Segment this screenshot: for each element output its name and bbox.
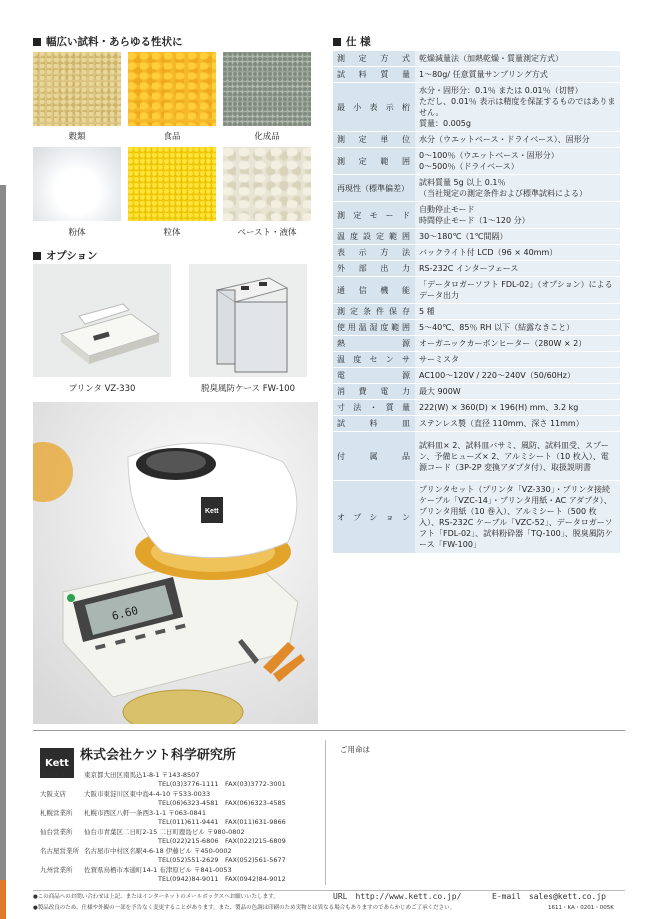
office-phone: TEL(052)551-2629 FAX(052)561-5677: [158, 856, 286, 864]
square-bullet-icon: [333, 38, 341, 46]
divider: [33, 890, 625, 891]
sample-caption: 穀類: [68, 132, 86, 142]
spec-row: [333, 352, 620, 368]
hero-brand-logo: Kett: [205, 508, 219, 515]
spec-value: 0～100％（ウエットベース・固形分） 0～500％（ドライベース）: [415, 148, 620, 175]
spec-key: 最小表示桁: [333, 83, 415, 132]
spec-key: 電源: [333, 368, 415, 384]
spec-value: 試料質量 5g 以上 0.1％ （当社規定の測定条件および標準試料による）: [415, 175, 620, 202]
spec-row: [333, 277, 620, 304]
company-name: 株式会社ケツト科学研究所: [80, 748, 236, 763]
footer-email-link[interactable]: E-mail sales@kett.co.jp: [492, 892, 606, 901]
spec-heading: 仕 様: [333, 34, 371, 49]
office-name: 九州営業所: [40, 866, 73, 874]
office-address: 仙台市青葉区二日町2-15 二日町鹿島ビル 〒980-0802: [84, 828, 245, 836]
office-phone: TEL(03)3776-1111 FAX(03)3772-3001: [158, 780, 286, 788]
dealer-label: ご用命は: [340, 745, 370, 754]
office-entry: [40, 866, 320, 885]
samples-heading: 幅広い試料・あらゆる性状に: [33, 34, 183, 49]
spec-key: 外部出力: [333, 261, 415, 277]
moisture-analyzer-hero-image: [33, 402, 318, 724]
spec-table-wrap: [333, 51, 620, 554]
spec-table: [333, 51, 620, 554]
square-bullet-icon: [33, 252, 41, 260]
office-phone: TEL(0942)84-9011 FAX(0942)84-9012: [158, 875, 286, 883]
spec-value: 5～40℃、85％ RH 以下（結露なきこと）: [415, 320, 620, 336]
spec-value: 1～80g/ 任意質量サンプリング方式: [415, 67, 620, 83]
spec-value: サーミスタ: [415, 352, 620, 368]
office-name: 仙台営業所: [40, 828, 73, 836]
spec-key: 測定方式: [333, 51, 415, 67]
office-name: 大阪支店: [40, 790, 66, 798]
spec-value: プリンタセット（プリンタ「VZ-330」・プリンタ接続ケーブル「VZC-14」・プリンタ用紙・AC アダプタ）、プリンタ用紙（10 巻入）、アルミシート（500 枚入）、RS-232C ケーブル「VZC-52」、データロガーソフト「FDL-02」、試料粉砕器「TQ-100」、脱臭風防ケース「FW-100」: [415, 481, 620, 554]
office-list: [40, 771, 320, 885]
office-address: 佐賀県鳥栖市本通町14-1 布津原ビル 〒841-0053: [84, 866, 232, 874]
company-logo: Kett: [40, 748, 74, 778]
option-caption: 脱臭風防ケース FW-100: [200, 384, 296, 394]
sample-image-food: [128, 52, 216, 126]
office-address: 大阪市東淀川区東中島4-4-10 〒533-0033: [84, 790, 211, 798]
spec-value: 自動停止モード 時間停止モード（1～120 分）: [415, 202, 620, 229]
spec-key: 測定モード: [333, 202, 415, 229]
spec-value: 水分（ウエットベース・ドライベース）、固形分: [415, 132, 620, 148]
spec-value: 222(W) × 360(D) × 196(H) mm、3.2 kg: [415, 400, 620, 416]
square-bullet-icon: [33, 38, 41, 46]
spec-value: バックライト付 LCD（96 × 40mm）: [415, 245, 620, 261]
sample-caption: ペースト・液体: [237, 228, 297, 238]
sample-image-paste: [223, 147, 311, 221]
spec-row: [333, 320, 620, 336]
spec-row: [333, 245, 620, 261]
footer-note-inquiry: ●この商品へのお問い合わせは上記、またはインターネットのメールボックスへお願いいたします。: [33, 894, 279, 900]
spec-row: [333, 51, 620, 67]
spec-value: 5 種: [415, 304, 620, 320]
spec-value: RS-232C インターフェース: [415, 261, 620, 277]
sample-image-chemical: [223, 52, 311, 126]
spec-row: [333, 481, 620, 554]
option-caption: プリンタ VZ-330: [68, 384, 136, 394]
office-entry: [40, 809, 320, 828]
spec-key: 測定条件保存: [333, 304, 415, 320]
spec-value: 乾燥減量法（加熱乾燥・質量測定方式）: [415, 51, 620, 67]
divider: [33, 730, 625, 731]
spec-key: オプション: [333, 481, 415, 554]
spec-value: 水分・固形分：0.1％ または 0.01％（切替） ただし、0.01％ 表示は精度を保証するものではありません。 質量：0.005g: [415, 83, 620, 132]
spec-value: オーガニックカーボンヒーター（280W × 2）: [415, 336, 620, 352]
sample-caption: 化成品: [254, 132, 280, 142]
spec-row: [333, 400, 620, 416]
side-accent-bar-orange: [0, 880, 6, 919]
spec-row: [333, 202, 620, 229]
sample-image-granule: [128, 147, 216, 221]
office-address: 札幌市西区八軒一条西3-1-1 〒063-0841: [84, 809, 206, 817]
office-entry: [40, 771, 320, 790]
spec-value: 試料皿× 2、試料皿バサミ、風防、試料皿受、スプーン、予備ヒューズ× 2、アルミシート（10 枚入）、電源コード（3P-2P 変換アダプタ付）、取扱説明書: [415, 432, 620, 481]
spec-row: [333, 67, 620, 83]
spec-row: [333, 261, 620, 277]
spec-row: [333, 132, 620, 148]
office-name: 名古屋営業所: [40, 847, 79, 855]
spec-key: 温度センサ: [333, 352, 415, 368]
printer-image: [33, 264, 171, 377]
spec-row: [333, 416, 620, 432]
sample-caption: 食品: [163, 132, 181, 142]
office-phone: TEL(022)215-6806 FAX(022)215-6809: [158, 837, 286, 845]
office-name: 東京本社: [40, 771, 66, 779]
office-address: 名古屋市中村区名駅4-6-18 伊藤ビル 〒450-0002: [84, 847, 232, 855]
spec-value: 30～180℃（1℃間隔）: [415, 229, 620, 245]
footer-note-change: ●製品改良のため、仕様や外観の一部を予告なく変更することがあります。また、製品の色調は印刷のため実物とは異なる場合もありますのであらかじめご了承ください。: [33, 905, 456, 911]
spec-value: 最大 900W: [415, 384, 620, 400]
sample-image-powder: [33, 147, 121, 221]
spec-key: 再現性（標準偏差）: [333, 175, 415, 202]
office-phone: TEL(06)6323-4581 FAX(06)6323-4585: [158, 799, 286, 807]
spec-key: 熱源: [333, 336, 415, 352]
office-address: 東京都大田区南馬込1-8-1 〒143-8507: [84, 771, 200, 779]
spec-key: 測定単位: [333, 132, 415, 148]
footer-url-link[interactable]: URL http://www.kett.co.jp/: [333, 892, 462, 901]
spec-key: 温度設定範囲: [333, 229, 415, 245]
spec-row: [333, 229, 620, 245]
spec-row: [333, 304, 620, 320]
office-name: 札幌営業所: [40, 809, 73, 817]
spec-row: [333, 336, 620, 352]
options-heading: オプション: [33, 248, 98, 263]
sample-caption: 粉体: [68, 228, 86, 238]
office-phone: TEL(011)611-9441 FAX(011)631-9866: [158, 818, 286, 826]
footer-code: 1611・KA・0201・005K: [548, 905, 614, 911]
spec-row: [333, 368, 620, 384]
spec-value: 「データロガーソフト FDL-02」（オプション）によるデータ出力: [415, 277, 620, 304]
spec-key: 使用温湿度範囲: [333, 320, 415, 336]
office-entry: [40, 790, 320, 809]
spec-key: 試料皿: [333, 416, 415, 432]
spec-row: [333, 384, 620, 400]
spec-key: 消費電力: [333, 384, 415, 400]
divider: [325, 740, 326, 885]
spec-key: 寸法・質量: [333, 400, 415, 416]
spec-row: [333, 432, 620, 481]
spec-key: 試料質量: [333, 67, 415, 83]
spec-row: [333, 175, 620, 202]
spec-value: ステンレス製（直径 110mm、深さ 11mm）: [415, 416, 620, 432]
spec-key: 測定範囲: [333, 148, 415, 175]
display-readout: 6.60: [110, 603, 140, 623]
office-entry: [40, 828, 320, 847]
side-accent-bar: [0, 185, 6, 885]
spec-key: 付属品: [333, 432, 415, 481]
office-entry: [40, 847, 320, 866]
spec-key: 表示方法: [333, 245, 415, 261]
spec-key: 通信機能: [333, 277, 415, 304]
spec-value: AC100～120V / 220～240V（50/60Hz）: [415, 368, 620, 384]
spec-row: [333, 83, 620, 132]
spec-row: [333, 148, 620, 175]
sample-caption: 粒体: [163, 228, 181, 238]
sample-image-grain: [33, 52, 121, 126]
windshield-case-image: [189, 264, 307, 377]
